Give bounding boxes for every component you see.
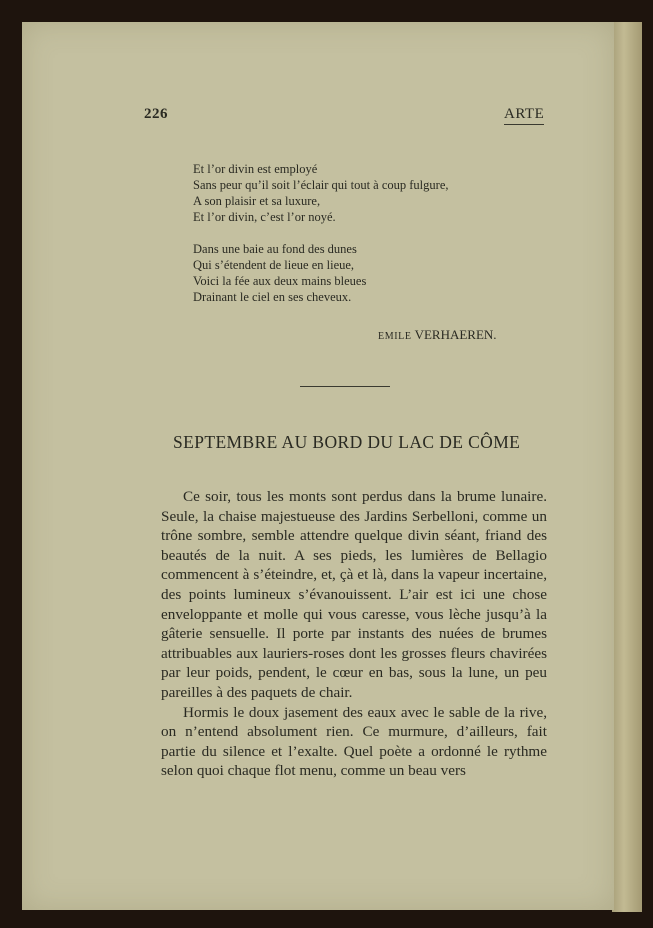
verse-line: Et l’or divin, c’est l’or noyé. [193,210,336,224]
signature-last-name: VERHAEREN. [414,327,497,342]
section-divider [300,386,390,387]
article-title: SEPTEMBRE AU BORD DU LAC DE CÔME [173,432,521,452]
next-page-edge [612,22,642,912]
verse-line: Sans peur qu’il soit l’éclair qui tout à coup fulgure, [193,178,449,192]
page-number: 226 [144,106,168,122]
article-paragraph-2: Hormis le doux jasement des eaux avec le sable de la rive, on n’entend absolument rien. Ce murmure, d’ailleurs, fait partie du silence et l’exalte. Quel poète a ordonné le rythme selon quoi chaque flot menu, comme un beau vers [161,703,547,780]
article-body [161,487,547,781]
poem-signature [378,327,497,343]
verse-line: Drainant le ciel en ses cheveux. [193,290,352,304]
poem-stanza-2 [193,241,573,305]
verse-line: Et l’or divin est employé [193,162,318,176]
verse-line: A son plaisir et sa luxure, [193,194,321,208]
poem [193,161,573,305]
book-page [22,22,614,910]
article-paragraph-1: Ce soir, tous les monts sont perdus dans la brume lunaire. Seule, la chaise majestueuse des Jardins Serbelloni, comme un trône sombre, semble attendre quelque divin séant, friand des beautés de la nuit. A ses pieds, les lumières de Bellagio commencent à s’éteindre, et, çà et là, dans la vapeur incertaine, des points lumineux s’évanouissent. L’air est ici une chose enveloppante et molle qui vous caresse, vous lèche jusqu’à la gâterie sensuelle. Il porte par instants des nuées de brumes attribuables aux lauriers-roses dont les grosses fleurs chavirées par leur poids, pendent, le cœur en bas, sous la lune, un peu pareilles à des paquets de chair. [161,488,547,701]
verse-line: Qui s’étendent de lieue en lieue, [193,258,355,272]
signature-first-name: EMILE [378,331,412,342]
verse-line: Voici la fée aux deux mains bleues [193,274,367,288]
running-head: ARTE [504,106,544,125]
poem-stanza-1 [193,161,573,225]
verse-line: Dans une baie au fond des dunes [193,242,357,256]
